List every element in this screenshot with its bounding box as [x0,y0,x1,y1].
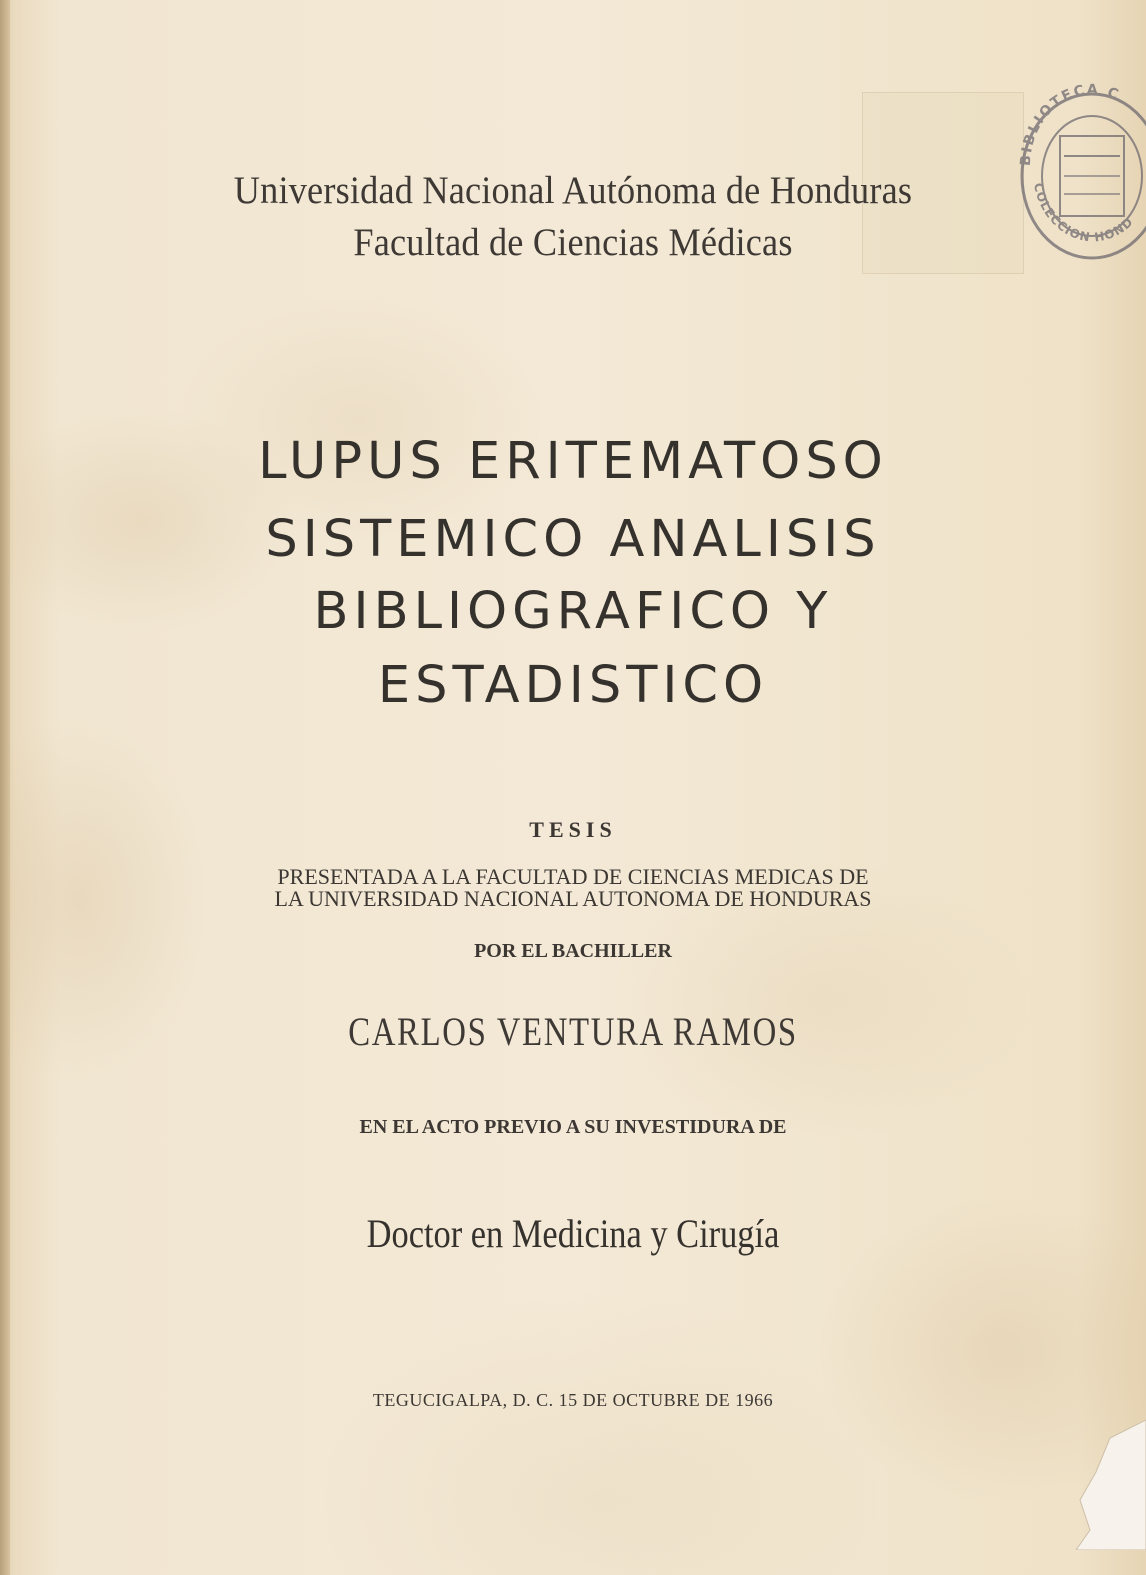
faculty-name: Facultad de Ciencias Médicas [353,221,793,264]
torn-corner [1070,1420,1146,1550]
stamp-text-bottom: COLECCION HOND [1030,181,1137,245]
degree-title: Doctor en Medicina y Cirugía [366,1211,780,1256]
author-name: CARLOS VENTURA RAMOS [348,1009,798,1054]
presented-line-1: PRESENTADA A LA FACULTAD DE CIENCIAS MEDICAS DE [277,864,869,889]
title-line-1: LUPUS ERITEMATOSO [258,432,888,491]
svg-text:BIBLIOTECA C [1018,82,1122,167]
presented-line-2: LA UNIVERSIDAD NACIONAL AUTONOMA DE HONDURAS [274,886,872,911]
university-name: Universidad Nacional Autónoma de Honduras [233,169,913,212]
title-line-4: ESTADISTICO [377,656,769,715]
place-and-date: TEGUCIGALPA, D. C. 15 DE OCTUBRE DE 1966 [372,1390,774,1410]
by-bachelor: POR EL BACHILLER [474,940,672,962]
binding-edge [0,0,10,1575]
occasion-text: EN EL ACTO PREVIO A SU INVESTIDURA DE [359,1116,787,1138]
title-line-2: SISTEMICO ANALISIS [265,510,881,569]
stamp-text-top: BIBLIOTECA C [1017,81,1123,167]
thesis-label: TESIS [529,817,617,842]
title-line-3: BIBLIOGRAFICO Y [313,582,833,641]
